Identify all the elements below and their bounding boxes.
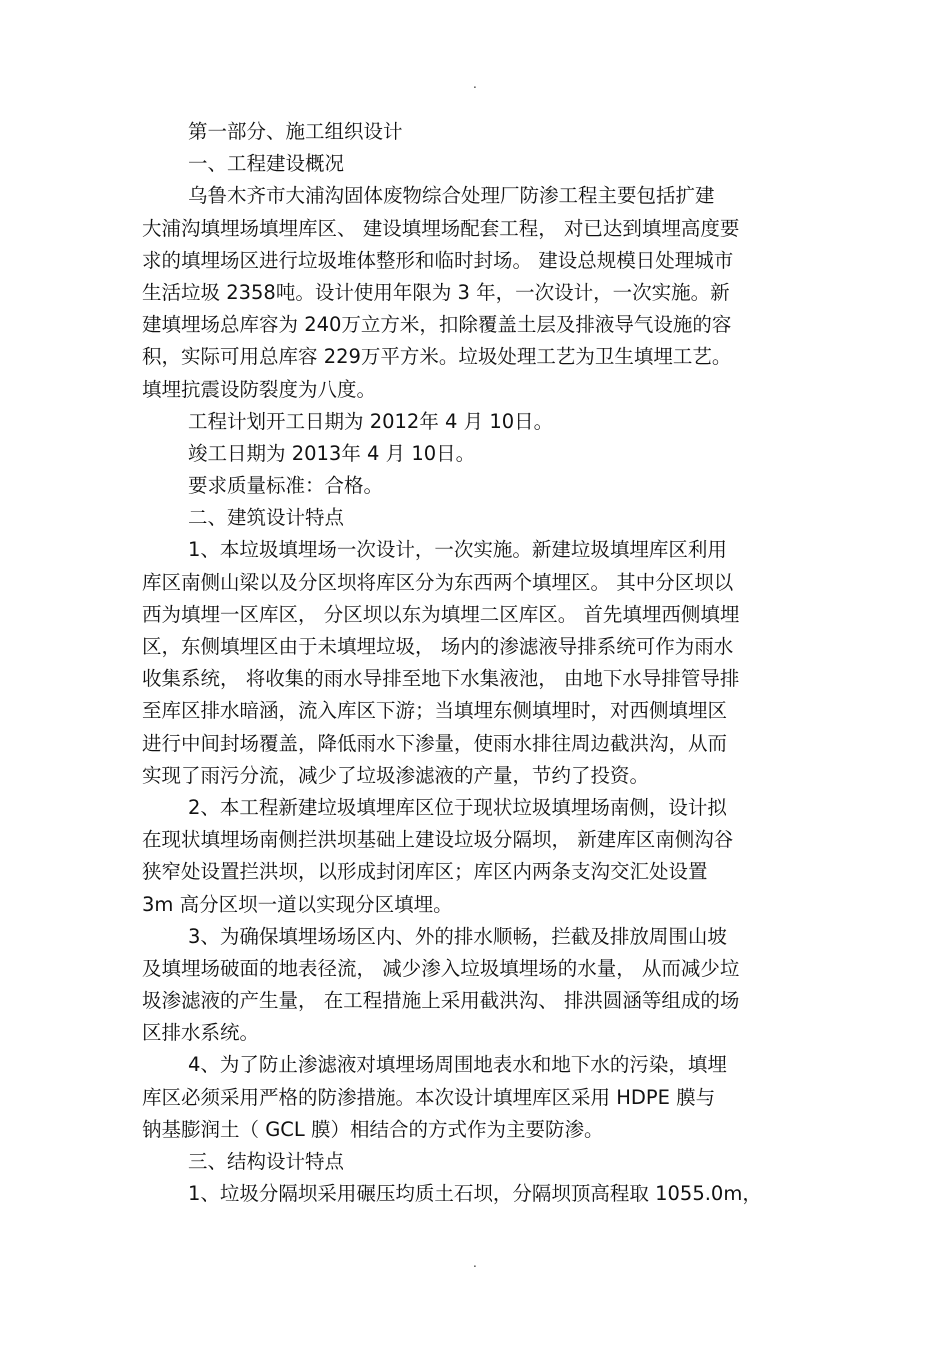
text-line: 圾渗滤液的产生量， 在工程措施上采用截洪沟、 排洪圆涵等组成的场	[142, 989, 740, 1013]
text-line: 建填埋场总库容为 240万立方米，扣除覆盖土层及排液导气设施的容	[142, 313, 732, 337]
text-line: 二、建筑设计特点	[188, 506, 345, 530]
text-line: 4、为了防止渗滤液对填埋场周围地表水和地下水的污染，填埋	[188, 1053, 727, 1077]
text-line: 三、结构设计特点	[188, 1150, 345, 1173]
text-line: 一、工程建设概况	[188, 152, 345, 176]
text-line: 区，东侧填埋区由于未填埋垃圾， 场内的渗滤液导排系统可作为雨水	[142, 635, 734, 658]
text-line: 求的填埋场区进行垃圾堆体整形和临时封场。 建设总规模日处理城市	[142, 248, 734, 272]
text-line: 库区南侧山梁以及分区坝将库区分为东西两个填埋区。 其中分区坝以	[142, 570, 734, 594]
text-line: 库区必须采用严格的防渗措施。本次设计填埋库区采用 HDPE 膜与	[142, 1085, 716, 1109]
text-line: 1、本垃圾填埋场一次设计，一次实施。新建垃圾填埋库区利用	[188, 538, 727, 562]
text-line: 竣工日期为 2013年 4 月 10日。	[188, 441, 476, 465]
text-line: 2、本工程新建垃圾填埋库区位于现状垃圾填埋场南侧，设计拟	[188, 795, 727, 819]
text-line: 钠基膨润土（ GCL 膜）相结合的方式作为主要防渗。	[142, 1117, 604, 1141]
text-line: 3、为确保填埋场场区内、外的排水顺畅，拦截及排放周围山坡	[188, 924, 727, 948]
text-line: 实现了雨污分流，减少了垃圾渗滤液的产量，节约了投资。	[142, 763, 650, 787]
text-line: 至库区排水暗涵，流入库区下游；当填埋东侧填埋时，对西侧填埋区	[142, 699, 728, 723]
text-line: 区排水系统。	[142, 1021, 260, 1045]
text-line: 乌鲁木齐市大浦沟固体废物综合处理厂防渗工程主要包括扩建	[188, 184, 715, 208]
text-line: 进行中间封场覆盖，降低雨水下渗量，使雨水排往周边截洪沟，从而	[142, 731, 728, 755]
page-top-mark: .	[473, 77, 477, 91]
text-line: 大浦沟填埋场填埋库区、 建设填埋场配套工程， 对已达到填埋高度要	[142, 216, 740, 240]
text-line: 要求质量标准：合格。	[188, 474, 384, 498]
text-line: 第一部分、施工组织设计	[188, 120, 403, 143]
text-line: 积，实际可用总库容 229万平方米。垃圾处理工艺为卫生填埋工艺。	[142, 345, 732, 369]
text-line: 填埋抗震设防裂度为八度。	[142, 377, 377, 401]
page-bottom-mark: .	[473, 1256, 477, 1270]
text-line: 收集系统， 将收集的雨水导排至地下水集液池， 由地下水导排管导排	[142, 667, 740, 691]
text-line: 狭窄处设置拦洪坝，以形成封闭库区；库区内两条支沟交汇处设置	[142, 860, 708, 884]
document-body	[142, 116, 808, 1210]
text-line: 西为填埋一区库区， 分区坝以东为填埋二区库区。 首先填埋西侧填埋	[142, 602, 740, 626]
text-line: 1、垃圾分隔坝采用碾压均质土石坝，分隔坝顶高程取 1055.0m，	[188, 1182, 762, 1206]
text-line: 3m 高分区坝一道以实现分区填埋。	[142, 892, 453, 916]
text-line: 在现状填埋场南侧拦洪坝基础上建设垃圾分隔坝， 新建库区南侧沟谷	[142, 828, 734, 852]
text-line: 及填埋场破面的地表径流， 减少渗入垃圾填埋场的水量， 从而减少垃	[142, 956, 740, 980]
text-line: 工程计划开工日期为 2012年 4 月 10日。	[188, 409, 554, 433]
text-line: 生活垃圾 2358吨。设计使用年限为 3 年，一次设计，一次实施。新	[142, 280, 730, 304]
